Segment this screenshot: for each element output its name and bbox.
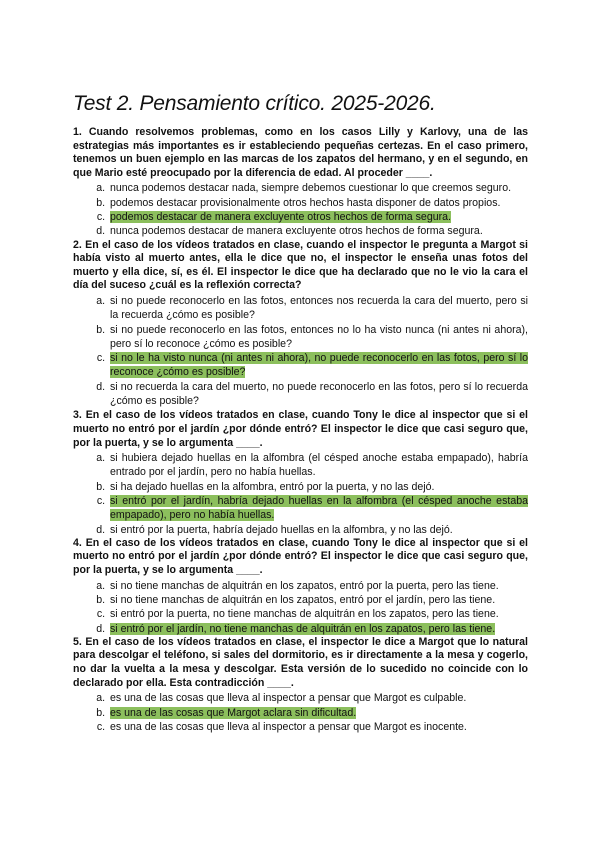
option-list — [73, 294, 528, 408]
option-text: nunca podemos destacar nada, siempre debemos cuestionar lo que creemos seguro. — [110, 182, 512, 195]
option-item-highlighted — [108, 210, 528, 224]
option-text: podemos destacar provisionalmente otros hechos hasta disponer de datos propios. — [110, 196, 501, 209]
question-block — [73, 537, 528, 636]
option-item — [108, 451, 528, 480]
option-item — [108, 523, 528, 537]
highlighted-answer: es una de las cosas que Margot aclara sin dificultad. — [110, 706, 357, 719]
question-text: 4. En el caso de los vídeos tratados en clase, cuando Tony le dice al inspector que si el muerto no entró por el jardín ¿por dónde entró? El inspector le dice que casi seguro que, por la puerta, y se lo argumenta ____. — [73, 536, 528, 577]
option-item — [108, 593, 528, 607]
option-item — [108, 607, 528, 621]
question-block — [73, 239, 528, 409]
question-list — [73, 126, 528, 734]
option-item — [108, 294, 528, 323]
option-text: si ha dejado huellas en la alfombra, entró por la puerta, y no las dejó. — [110, 480, 435, 493]
option-text: nunca podemos destacar de manera excluyente otros hechos de forma segura. — [110, 225, 483, 238]
option-text: es una de las cosas que lleva al inspector a pensar que Margot es inocente. — [110, 720, 467, 733]
option-item — [108, 196, 528, 210]
option-item — [108, 480, 528, 494]
option-text: si no tiene manchas de alquitrán en los zapatos, entró por la puerta, pero las tiene. — [110, 579, 499, 592]
highlighted-answer: podemos destacar de manera excluyente otros hechos de forma segura. — [110, 210, 451, 223]
option-text: si no puede reconocerlo en las fotos, entonces no lo ha visto nunca (ni antes ni ahora), pero sí lo reconoce ¿cómo es posible? — [110, 323, 528, 350]
option-list — [73, 691, 528, 734]
question-text: 3. En el caso de los vídeos tratados en clase, cuando Tony le dice al inspector que si el muerto no entró por el jardín ¿por dónde entró? El inspector le dice que casi seguro que, por la puerta, y se lo argumenta ____. — [73, 409, 528, 449]
option-item-highlighted — [108, 351, 528, 380]
option-item — [108, 181, 528, 195]
highlighted-answer: si entró por el jardín, habría dejado huellas en la alfombra (el césped anoche estaba empapado), pero no había huellas. — [110, 494, 528, 522]
option-text: si no puede reconocerlo en las fotos, entonces nos recuerda la cara del muerto, pero si la recuerda ¿cómo es posible? — [110, 294, 528, 322]
question-block — [73, 636, 528, 734]
option-item-highlighted — [108, 494, 528, 523]
highlighted-answer: si entró por el jardín, no tiene manchas de alquitrán en los zapatos, pero las tiene. — [110, 622, 496, 635]
option-list — [73, 451, 528, 537]
option-text: si no recuerda la cara del muerto, no puede reconocerlo en las fotos, pero sí lo recuerda ¿cómo es posible? — [110, 380, 528, 408]
option-item — [108, 380, 528, 409]
page-title: Test 2. Pensamiento crítico. 2025-2026. — [73, 92, 436, 115]
option-item — [108, 224, 528, 238]
option-item — [108, 323, 528, 352]
option-text: si hubiera dejado huellas en la alfombra (el césped anoche estaba empapado), habría entrado por el jardín, pero no había huellas. — [110, 452, 528, 479]
option-text: es una de las cosas que lleva al inspector a pensar que Margot es culpable. — [110, 692, 467, 705]
question-text: 5. En el caso de los vídeos tratados en clase, el inspector le dice a Margot que lo natural para descolgar el teléfono, si sales del dormitorio, es ir directamente a la mesa y cogerlo, no dar la vuelta a la mesa y descolgar. Esta versión de lo sucedido no coincide con lo declarado por ella. Esta contradicción ____. — [73, 635, 528, 689]
option-item — [108, 579, 528, 593]
option-text: si entró por la puerta, no tiene manchas de alquitrán en los zapatos, pero las tiene. — [110, 608, 499, 621]
option-text: si entró por la puerta, habría dejado huellas en la alfombra, y no las dejó. — [110, 523, 453, 536]
option-item — [108, 720, 528, 734]
option-item-highlighted — [108, 622, 528, 636]
highlighted-answer: si no le ha visto nunca (ni antes ni ahora), no puede reconocerlo en las fotos, pero sí lo reconoce ¿cómo es posible? — [110, 352, 528, 379]
question-block — [73, 409, 528, 537]
question-text: 2. En el caso de los vídeos tratados en clase, cuando el inspector le pregunta a Margot si había visto al muerto antes, ella le dice que no, el inspector le enseña unas fotos del muerto y ella dice, sí, es él. El inspector le dice que ha declarado que no le vio la cara el día del suceso ¿cuál es la reflexión correcta? — [73, 238, 528, 292]
question-text: 1. Cuando resolvemos problemas, como en los casos Lilly y Karlovy, una de las estrategias más importantes es ir estableciendo pequeñas certezas. En el caso primero, tenemos un buen ejemplo en las marcas de los zapatos del hermano, y en el segundo, en que Mario esté preocupado por la diferencia de edad. Al proceder ____. — [73, 126, 528, 179]
option-item-highlighted — [108, 706, 528, 720]
option-list — [73, 579, 528, 636]
question-block — [73, 126, 528, 239]
option-text: si no tiene manchas de alquitrán en los zapatos, entró por el jardín, pero las tiene. — [110, 593, 496, 606]
option-list — [73, 181, 528, 238]
option-item — [108, 691, 528, 705]
